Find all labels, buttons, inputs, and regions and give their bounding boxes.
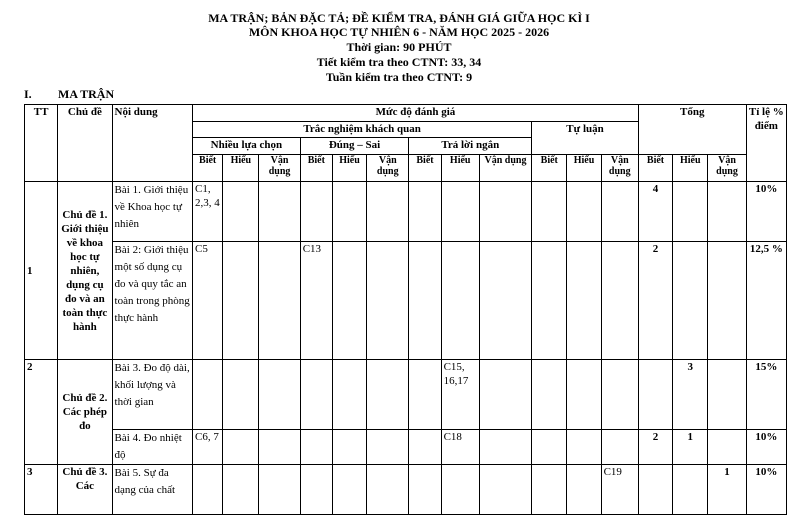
matrix-cell: 2 <box>638 242 672 360</box>
matrix-cell <box>223 242 259 360</box>
matrix-cell <box>567 182 601 242</box>
section-heading <box>24 87 114 102</box>
matrix-cell <box>409 360 441 430</box>
matrix-cell <box>567 242 601 360</box>
col-tt-header: TT <box>25 105 58 182</box>
row-noidung: Bài 1. Giới thiệu về Khoa học tự nhiên <box>112 182 193 242</box>
table-row <box>25 465 787 515</box>
matrix-cell <box>332 360 366 430</box>
level-hieu: Hiểu <box>673 155 708 182</box>
matrix-cell <box>441 465 479 515</box>
matrix-cell <box>601 242 638 360</box>
row-tile-cell: 10% <box>746 182 786 242</box>
matrix-cell <box>708 430 746 465</box>
level-biet: Biết <box>409 155 441 182</box>
row-noidung: Bài 4. Đo nhiệt độ <box>112 430 193 465</box>
matrix-cell: 1 <box>708 465 746 515</box>
matrix-cell <box>532 360 567 430</box>
matrix-cell <box>673 465 708 515</box>
row-tile-cell: 10% <box>746 430 786 465</box>
matrix-cell <box>367 430 409 465</box>
matrix-cell <box>367 465 409 515</box>
matrix-cell <box>479 430 531 465</box>
matrix-cell <box>409 242 441 360</box>
tlngan-header: Trả lời ngắn <box>409 138 532 155</box>
level-biet: Biết <box>193 155 223 182</box>
matrix-cell: 2 <box>638 430 672 465</box>
level-vandung: Vận dụng <box>479 155 531 182</box>
row-tile-cell: 10% <box>746 465 786 515</box>
matrix-cell <box>259 182 300 242</box>
matrix-cell <box>300 430 332 465</box>
level-vandung: Vận dụng <box>367 155 409 182</box>
matrix-cell <box>259 360 300 430</box>
matrix-cell <box>601 430 638 465</box>
col-noidung-header: Nội dung <box>112 105 193 182</box>
doc-title-line1: MA TRẬN; BẢN ĐẶC TẢ; ĐỀ KIỂM TRA, ĐÁNH GIÁ GIỮA HỌC KÌ I <box>208 11 590 25</box>
matrix-cell: C5 <box>193 242 223 360</box>
tnkq-header: Trắc nghiệm khách quan <box>193 122 532 138</box>
matrix-cell <box>193 465 223 515</box>
col-tong-header: Tổng <box>638 105 746 155</box>
matrix-cell <box>708 182 746 242</box>
matrix-cell <box>708 360 746 430</box>
matrix-cell <box>567 430 601 465</box>
matrix-cell <box>479 242 531 360</box>
matrix-cell <box>332 430 366 465</box>
matrix-cell: C15, 16,17 <box>441 360 479 430</box>
matrix-cell <box>259 242 300 360</box>
matrix-body <box>25 182 787 515</box>
table-row <box>25 430 787 465</box>
matrix-cell <box>708 242 746 360</box>
level-vandung: Vận dụng <box>601 155 638 182</box>
table-row <box>25 242 787 360</box>
matrix-cell <box>441 182 479 242</box>
matrix-cell <box>300 360 332 430</box>
matrix-cell <box>367 242 409 360</box>
matrix-cell <box>479 360 531 430</box>
matrix-cell <box>223 465 259 515</box>
matrix-cell: 1 <box>673 430 708 465</box>
matrix-cell: 3 <box>673 360 708 430</box>
doc-duration: Thời gian: 90 PHÚT <box>346 40 452 54</box>
matrix-cell <box>409 182 441 242</box>
matrix-cell <box>193 360 223 430</box>
matrix-cell <box>479 182 531 242</box>
level-hieu: Hiểu <box>441 155 479 182</box>
level-biet: Biết <box>300 155 332 182</box>
level-vandung: Vận dụng <box>259 155 300 182</box>
table-row <box>25 182 787 242</box>
matrix-cell <box>567 465 601 515</box>
matrix-cell: C13 <box>300 242 332 360</box>
row-chude: Chủ đề 1. Giới thiệu về khoa học tự nhiên, dụng cụ đo và an toàn thực hành <box>58 182 112 360</box>
matrix-cell <box>479 465 531 515</box>
matrix-cell <box>532 430 567 465</box>
row-noidung: Bài 5. Sự đa dạng của chất <box>112 465 193 515</box>
row-tile-cell: 15% <box>746 360 786 430</box>
nhieulua-header: Nhiều lựa chọn <box>193 138 301 155</box>
matrix-cell: 4 <box>638 182 672 242</box>
matrix-cell <box>223 182 259 242</box>
matrix-cell <box>409 430 441 465</box>
level-hieu: Hiểu <box>567 155 601 182</box>
matrix-cell <box>532 182 567 242</box>
row-tt: 2 <box>25 360 58 465</box>
matrix-cell: C6, 7 <box>193 430 223 465</box>
matrix-table <box>24 104 787 515</box>
matrix-cell: C18 <box>441 430 479 465</box>
header-row-1 <box>25 105 787 122</box>
row-noidung: Bài 3. Đo độ dài, khối lượng và thời gian <box>112 360 193 430</box>
col-chude-header: Chủ đề <box>58 105 112 182</box>
matrix-cell <box>259 465 300 515</box>
row-chude: Chủ đề 3. Các <box>58 465 112 515</box>
matrix-cell <box>367 182 409 242</box>
row-noidung: Bài 2: Giới thiệu một số dụng cụ đo và quy tắc an toàn trong phòng thực hành <box>112 242 193 360</box>
matrix-cell <box>300 182 332 242</box>
level-biet: Biết <box>532 155 567 182</box>
matrix-cell <box>532 242 567 360</box>
matrix-cell <box>673 182 708 242</box>
col-mucdo-header: Mức độ đánh giá <box>193 105 639 122</box>
row-tt: 1 <box>25 182 58 360</box>
level-biet: Biết <box>638 155 672 182</box>
matrix-cell <box>638 360 672 430</box>
section-title: MA TRẬN <box>58 87 115 101</box>
matrix-cell <box>409 465 441 515</box>
tuluan-header: Tự luận <box>532 122 639 155</box>
matrix-cell <box>332 465 366 515</box>
matrix-cell <box>567 360 601 430</box>
matrix-cell <box>259 430 300 465</box>
matrix-cell <box>332 242 366 360</box>
row-chude: Chủ đề 2. Các phép đo <box>58 360 112 465</box>
matrix-cell: C1, 2,3, 4 <box>193 182 223 242</box>
level-hieu: Hiểu <box>223 155 259 182</box>
matrix-cell <box>638 465 672 515</box>
matrix-cell <box>332 182 366 242</box>
matrix-cell <box>532 465 567 515</box>
row-tile-cell: 12,5 % <box>746 242 786 360</box>
matrix-cell <box>223 430 259 465</box>
level-vandung: Vận dụng <box>708 155 746 182</box>
col-tile-header: Tỉ lệ % điểm <box>746 105 786 182</box>
level-hieu: Hiểu <box>332 155 366 182</box>
section-number: I. <box>24 87 32 101</box>
doc-title-line2: MÔN KHOA HỌC TỰ NHIÊN 6 - NĂM HỌC 2025 - 2026 <box>248 25 550 39</box>
matrix-cell <box>441 242 479 360</box>
dungsai-header: Đúng – Sai <box>300 138 409 155</box>
matrix-cell <box>300 465 332 515</box>
matrix-cell <box>601 360 638 430</box>
matrix-cell: C19 <box>601 465 638 515</box>
row-tt: 3 <box>25 465 58 515</box>
matrix-cell <box>601 182 638 242</box>
matrix-cell <box>367 360 409 430</box>
matrix-cell <box>673 242 708 360</box>
doc-periods: Tiết kiểm tra theo CTNT: 33, 34 <box>316 55 482 69</box>
matrix-cell <box>223 360 259 430</box>
table-row <box>25 360 787 430</box>
doc-week: Tuần kiểm tra theo CTNT: 9 <box>325 70 473 84</box>
